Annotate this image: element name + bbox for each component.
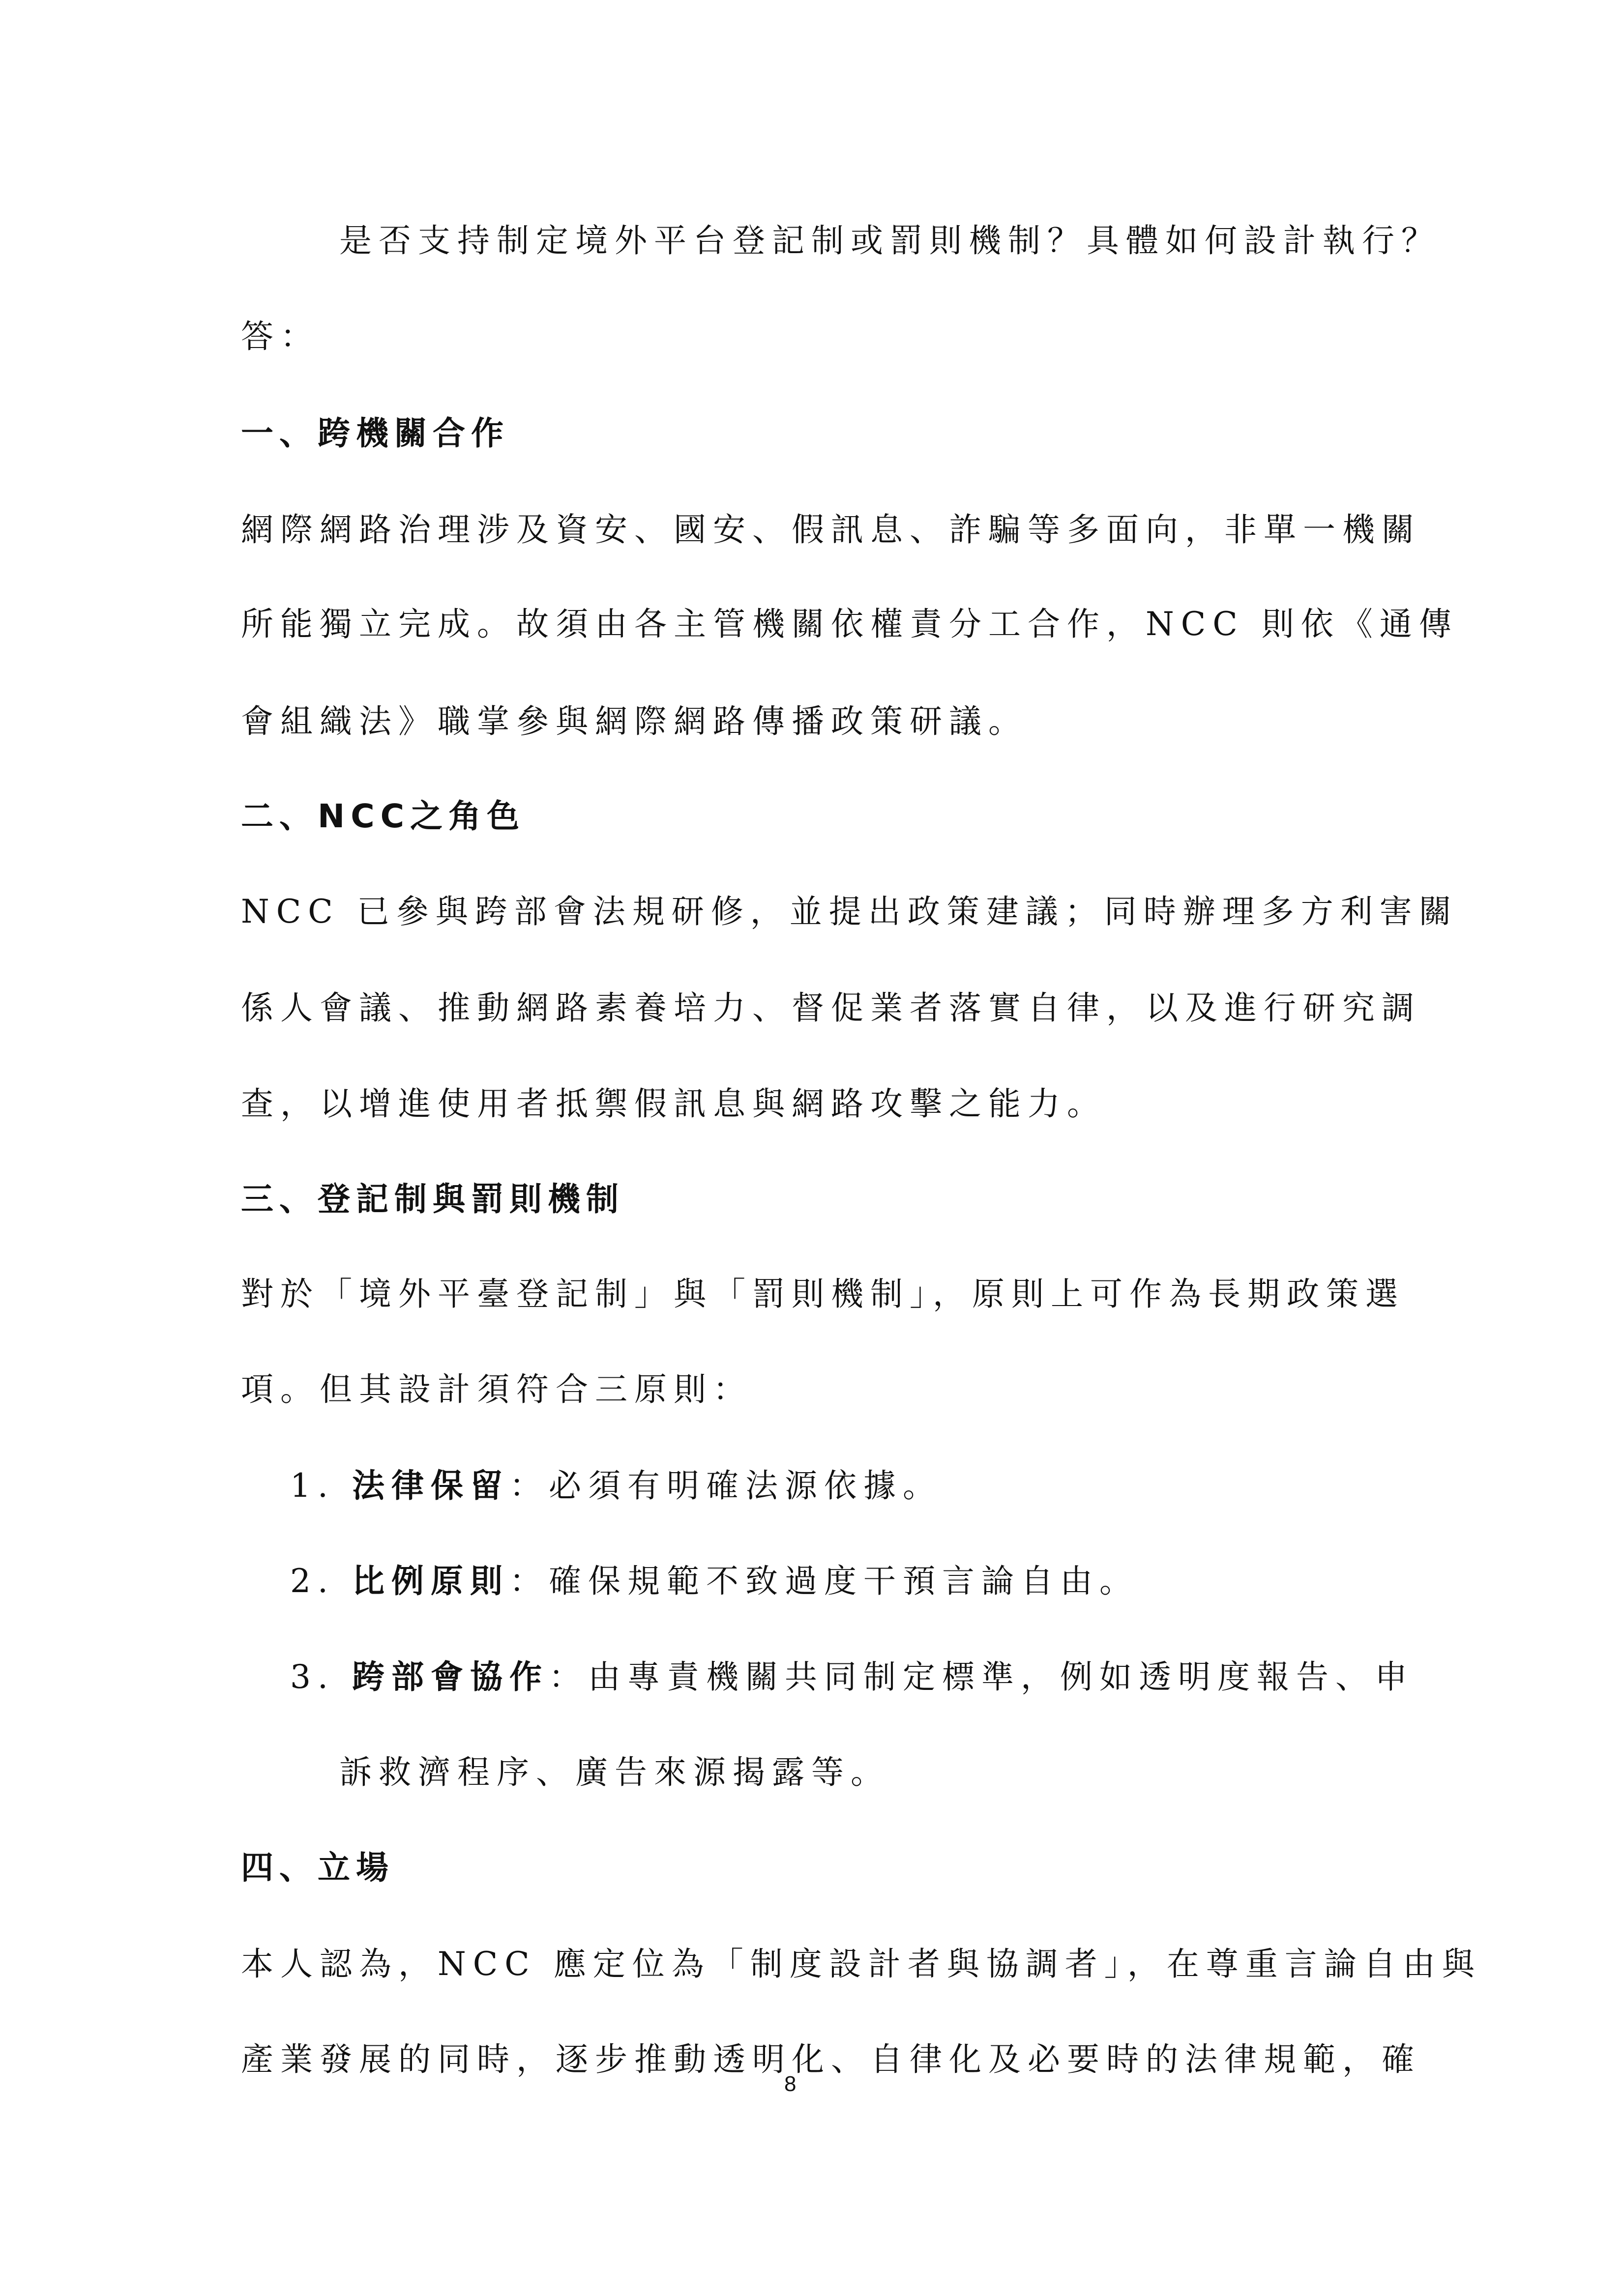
principle-number: 1. (290, 1467, 335, 1505)
question-title: 是否支持制定境外平台登記制或罰則機制？具體如何設計執行？ (339, 222, 1441, 260)
answer-label: 答： (241, 318, 320, 355)
section-heading-1: 一、跨機關合作 (241, 414, 509, 452)
section-1-line-3: 會組織法》職掌參與網際網路傳播政策研議。 (241, 702, 1028, 740)
section-2-line-1: NCC 已參與跨部會法規研修，並提出政策建議；同時辦理多方利害關 (241, 893, 1458, 930)
principle-term: 法律保留 (352, 1467, 509, 1505)
section-2-line-2: 係人會議、推動網路素養培力、督促業者落實自律，以及進行研究調 (241, 989, 1421, 1027)
page-number: 8 (784, 2072, 797, 2096)
section-heading-4: 四、立場 (241, 1849, 394, 1887)
principle-item-2 (290, 1562, 1139, 1601)
section-heading-3: 三、登記制與罰則機制 (241, 1180, 624, 1218)
principle-text: ：由專責機關共同制定標準，例如透明度報告、申 (548, 1658, 1414, 1696)
principle-item-3-continuation: 訴救濟程序、廣告來源揭露等。 (339, 1753, 890, 1791)
section-1-line-2: 所能獨立完成。故須由各主管機關依權責分工合作，NCC 則依《通傳 (241, 605, 1458, 643)
principle-term: 比例原則 (352, 1562, 509, 1600)
section-4-line-2: 產業發展的同時，逐步推動透明化、自律化及必要時的法律規範，確 (241, 2040, 1421, 2078)
section-4-line-1: 本人認為，NCC 應定位為「制度設計者與協調者」，在尊重言論自由與 (241, 1945, 1481, 1983)
principle-item-1 (290, 1466, 942, 1506)
principle-number: 2. (290, 1562, 335, 1600)
principle-item-3 (290, 1657, 1414, 1697)
section-heading-2: 二、NCC之角色 (241, 797, 526, 835)
principle-term: 跨部會協作 (352, 1658, 549, 1696)
section-1-line-1: 網際網路治理涉及資安、國安、假訊息、詐騙等多面向，非單一機關 (241, 511, 1421, 549)
principle-text: ：必須有明確法源依據。 (509, 1467, 942, 1505)
section-3-line-1: 對於「境外平臺登記制」與「罰則機制」，原則上可作為長期政策選 (241, 1275, 1405, 1313)
principle-text: ：確保規範不致過度干預言論自由。 (509, 1562, 1139, 1600)
principle-number: 3. (290, 1658, 335, 1696)
section-2-line-3: 查，以增進使用者抵禦假訊息與網路攻擊之能力。 (241, 1085, 1106, 1123)
section-3-line-2: 項。但其設計須符合三原則： (241, 1370, 752, 1408)
